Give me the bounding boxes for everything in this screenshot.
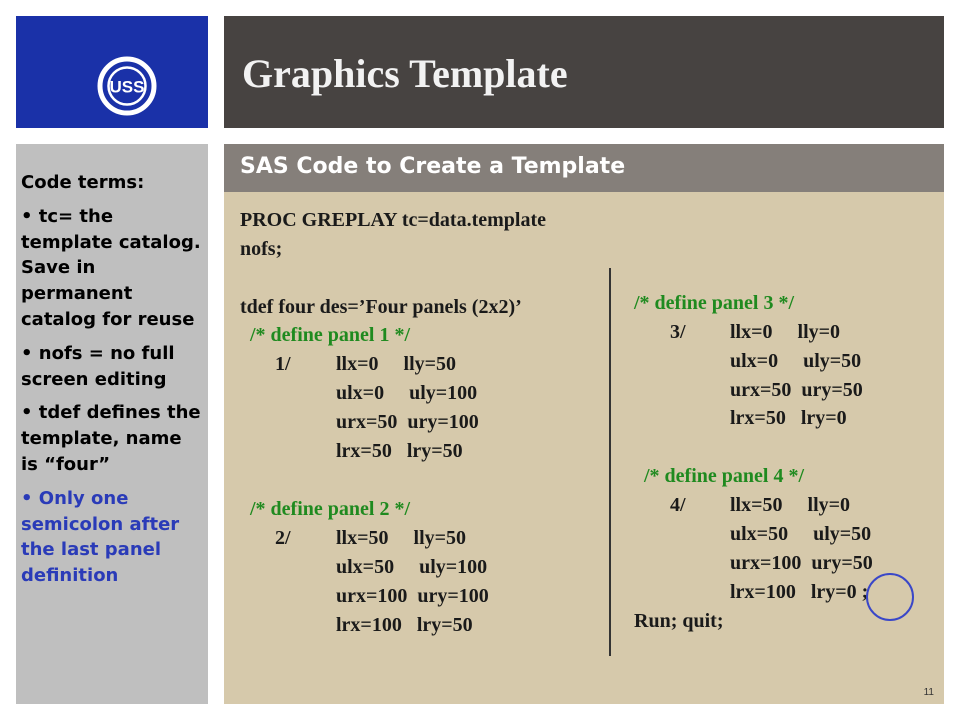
code-panel1-number: 1/: [275, 353, 291, 375]
code-panel3-ur: urx=50 ury=50: [730, 379, 863, 401]
code-panel4-ul: ulx=50 uly=50: [730, 523, 872, 545]
title-bar: [224, 16, 944, 128]
uss-logo-icon: [97, 56, 157, 116]
code-panel4-number: 4/: [670, 494, 686, 516]
code-comment-panel4: /* define panel 4 */: [644, 465, 805, 487]
logo-text: USS: [109, 77, 145, 97]
code-panel1-lr: lrx=50 lry=50: [336, 440, 463, 462]
sidebar: [16, 144, 208, 704]
code-panel4-ll: llx=50 lly=0: [730, 494, 851, 516]
code-nofs-line: nofs;: [240, 238, 283, 260]
sidebar-item-nofs: • nofs = no full screen editing: [21, 342, 175, 390]
code-panel4-ur: urx=100 ury=50: [730, 552, 873, 574]
code-run-line: Run; quit;: [634, 610, 724, 632]
code-proc-line: PROC GREPLAY tc=data.template: [240, 209, 546, 231]
code-panel3-ul: ulx=0 uly=50: [730, 350, 862, 372]
logo-panel: [16, 16, 208, 128]
section-title: SAS Code to Create a Template: [240, 154, 626, 179]
code-comment-panel1: /* define panel 1 */: [250, 324, 411, 346]
code-panel1-ul: ulx=0 uly=100: [336, 382, 478, 404]
sidebar-item-tdef: • tdef defines the template, name is “four”: [21, 402, 201, 475]
code-panel4-lr: lrx=100 lry=0 ;: [730, 581, 869, 603]
code-panel: [224, 192, 944, 704]
sidebar-item-tc: • tc= the template catalog. Save in permanent catalog for reuse: [21, 205, 201, 330]
code-comment-panel3: /* define panel 3 */: [634, 292, 795, 314]
section-header: [224, 144, 944, 192]
code-panel3-ll: llx=0 lly=0: [730, 321, 841, 343]
sidebar-content: [21, 170, 203, 597]
code-panel3-number: 3/: [670, 321, 686, 343]
page-title: Graphics Template: [242, 51, 568, 96]
code-panel2-ll: llx=50 lly=50: [336, 527, 467, 549]
code-panel2-number: 2/: [275, 527, 291, 549]
code-panel1-ur: urx=50 ury=100: [336, 411, 479, 433]
column-divider: [609, 268, 611, 656]
code-panel2-ur: urx=100 ury=100: [336, 585, 489, 607]
code-panel3-lr: lrx=50 lry=0: [730, 407, 847, 429]
sidebar-heading: Code terms:: [21, 172, 145, 193]
code-tdef-line: tdef four des=’Four panels (2x2)’: [240, 296, 522, 318]
semicolon-highlight-circle: [866, 573, 914, 621]
code-panel2-ul: ulx=50 uly=100: [336, 556, 488, 578]
page-number: 11: [923, 687, 934, 698]
code-comment-panel2: /* define panel 2 */: [250, 498, 411, 520]
code-panel2-lr: lrx=100 lry=50: [336, 614, 473, 636]
code-panel1-ll: llx=0 lly=50: [336, 353, 457, 375]
sidebar-item-semicolon: • Only one semicolon after the last panel definition: [21, 487, 180, 587]
